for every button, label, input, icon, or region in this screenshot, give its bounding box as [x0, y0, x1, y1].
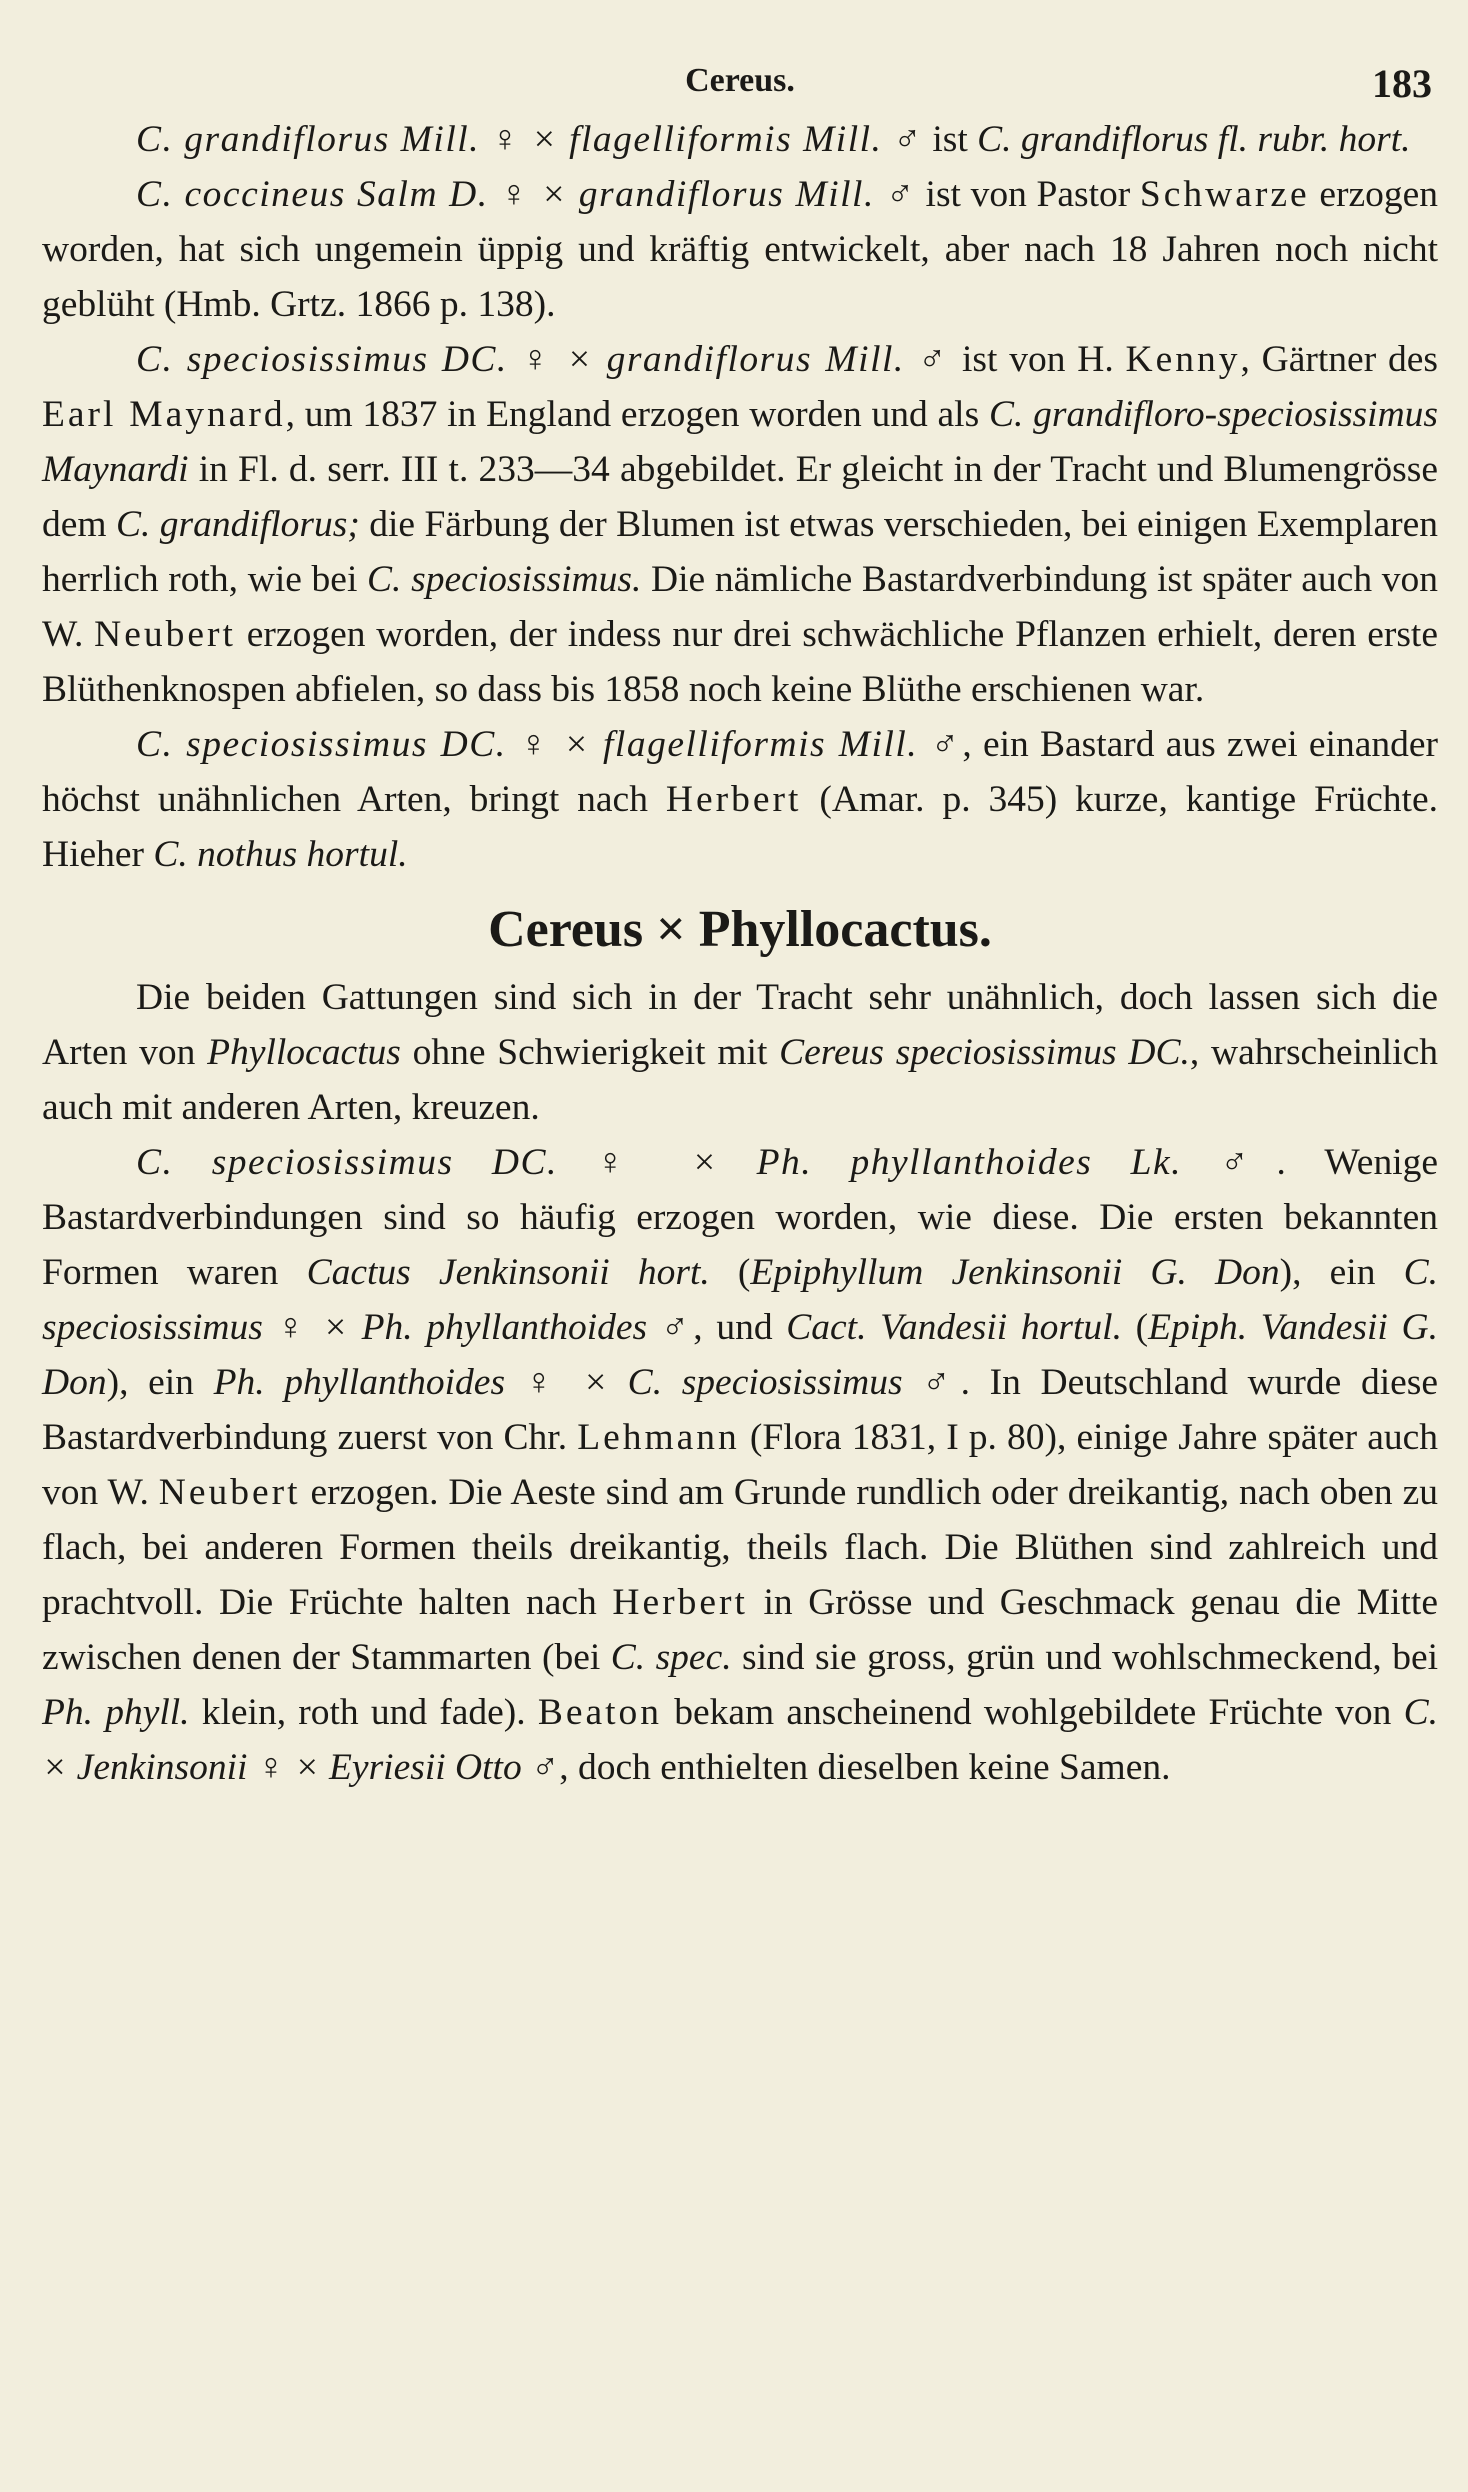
text-run: Die nämliche Bastardverbindung ist später auch von W.	[42, 559, 1438, 655]
italic-text: Ph. phyll.	[42, 1692, 190, 1733]
paragraph	[42, 167, 1438, 332]
text-run: klein, roth und fade).	[189, 1692, 538, 1733]
paragraph	[42, 717, 1438, 882]
text-run: in Grösse und Geschmack genau die Mitte zwischen denen der Stammarten (bei	[42, 1582, 1438, 1678]
italic-text: C. grandiflorus fl. rubr. hort.	[977, 119, 1411, 160]
text-run: (	[709, 1252, 751, 1293]
italic-text: C. spec.	[610, 1637, 732, 1678]
paragraph	[42, 1135, 1438, 1795]
hybrid-formula: C. coccineus Salm D. ♀ × grandiflorus Mill. ♂	[136, 174, 916, 215]
text-run: in Fl. d. serr. III t. 233—34 abgebildet. Er gleicht in der Tracht und Blumengrösse dem	[42, 449, 1438, 545]
italic-text: Ph. phyllanthoides ♀ × C. speciosissimus ♂	[213, 1362, 961, 1403]
italic-text: C. × Jenkinsonii ♀ × Eyriesii Otto ♂	[42, 1692, 1438, 1788]
running-header	[42, 40, 1438, 112]
text-run: (Amar. p. 345) kurze, kantige Früchte. Hieher	[42, 779, 1438, 875]
text-run: ist von H.	[950, 339, 1126, 380]
italic-text: Cereus speciosissimus DC.	[779, 1032, 1190, 1073]
page-number: 183	[1372, 61, 1432, 106]
italic-text: Epiphyllum Jenkinsonii G. Don	[750, 1252, 1280, 1293]
text-run: , wahrscheinlich auch mit anderen Arten, kreuzen.	[42, 1032, 1438, 1128]
hybrid-formula: C. speciosissimus DC. ♀ × Ph. phyllanthoides Lk. ♂.	[136, 1142, 1289, 1183]
text-run: ohne Schwierigkeit mit	[400, 1032, 780, 1073]
text-run: , und	[693, 1307, 787, 1348]
text-run: ), ein	[1279, 1252, 1404, 1293]
italic-text: C. nothus hortul.	[153, 834, 408, 875]
text-run: , Gärtner des	[1240, 339, 1438, 380]
book-page	[42, 40, 1438, 2470]
paragraph	[42, 112, 1438, 167]
hybrid-formula: C. speciosissimus DC. ♀ × grandiflorus Mill. ♂	[136, 339, 951, 380]
section-heading: Cereus × Phyllocactus.	[488, 901, 992, 958]
paragraph-group-bottom	[42, 970, 1438, 1795]
text-run: ), ein	[106, 1362, 214, 1403]
italic-text: C. speciosissimus.	[367, 559, 642, 600]
person-name: Earl Maynard	[42, 394, 286, 435]
text-run: erzogen worden, hat sich ungemein üppig und kräftig entwickelt, aber nach 18 Jahren noch nicht geblüht (Hmb. Grtz. 1866 p. 138).	[42, 174, 1438, 325]
person-name: Herbert	[665, 779, 802, 820]
italic-text: C. speciosissimus ♀ × Ph. phyllanthoides ♂	[42, 1252, 1438, 1348]
italic-text: Epiph. Vandesii G. Don	[42, 1307, 1438, 1403]
body-text	[42, 112, 1438, 1795]
text-run: die Färbung der Blumen ist etwas verschieden, bei einigen Exemplaren herrlich roth, wie bei	[42, 504, 1438, 600]
running-title: Cereus.	[685, 62, 795, 99]
italic-text: Cact. Vandesii hortul.	[786, 1307, 1122, 1348]
text-run: , um 1837 in England erzogen worden und als	[285, 394, 989, 435]
text-run: . In Deutschland wurde diese Bastardverbindung zuerst von Chr.	[42, 1362, 1438, 1458]
text-run: bekam anscheinend wohlgebildete Früchte von	[662, 1692, 1404, 1733]
text-run: , ein Bastard aus zwei einander höchst unähnlichen Arten, bringt nach	[42, 724, 1439, 820]
text-run: Wenige Bastardverbindungen sind so häufig erzogen worden, wie diese. Die ersten bekannten Formen waren	[42, 1142, 1439, 1293]
italic-text: C. grandiflorus;	[115, 504, 360, 545]
person-name: Lehmann	[577, 1417, 740, 1458]
paragraph	[42, 332, 1438, 717]
text-run: ist	[922, 119, 978, 160]
text-run: (	[1121, 1307, 1149, 1348]
person-name: Neubert	[158, 1472, 301, 1513]
text-run: , doch enthielten dieselben keine Samen.	[559, 1747, 1171, 1788]
text-run: (Flora 1831, I p. 80), einige Jahre später auch von W.	[42, 1417, 1438, 1513]
text-run: erzogen. Die Aeste sind am Grunde rundlich oder dreikantig, nach oben zu flach, bei anderen Formen theils dreikantig, theils flach. Die Blüthen sind zahlreich und prachtvoll. Die Früchte halten nach	[42, 1472, 1438, 1623]
text-run: ist von Pastor	[915, 174, 1140, 215]
italic-text: Phyllocactus	[207, 1032, 401, 1073]
italic-text: Cactus Jenkinsonii hort.	[306, 1252, 710, 1293]
hybrid-formula: C. speciosissimus DC. ♀ × flagelliformis Mill. ♂	[136, 724, 963, 765]
italic-text: C. grandifloro-speciosissimus Maynardi	[42, 394, 1438, 490]
person-name: Neubert	[94, 614, 236, 655]
hybrid-formula: C. grandiflorus Mill. ♀ × flagelliformis Mill. ♂	[136, 119, 923, 160]
paragraph	[42, 970, 1438, 1135]
text-run: Die beiden Gattungen sind sich in der Tracht sehr unähnlich, doch lassen sich die Arten von	[42, 977, 1438, 1073]
person-name: Beaton	[537, 1692, 663, 1733]
person-name: Kenny	[1125, 339, 1241, 380]
person-name: Herbert	[612, 1582, 748, 1623]
text-run: erzogen worden, der indess nur drei schwächliche Pflanzen erhielt, deren erste Blüthenknospen abfielen, so dass bis 1858 noch keine Blüthe erschienen war.	[42, 614, 1438, 710]
text-run: sind sie gross, grün und wohlschmeckend, bei	[731, 1637, 1439, 1678]
person-name: Schwarze	[1139, 174, 1310, 215]
paragraph-group-top	[42, 112, 1438, 882]
